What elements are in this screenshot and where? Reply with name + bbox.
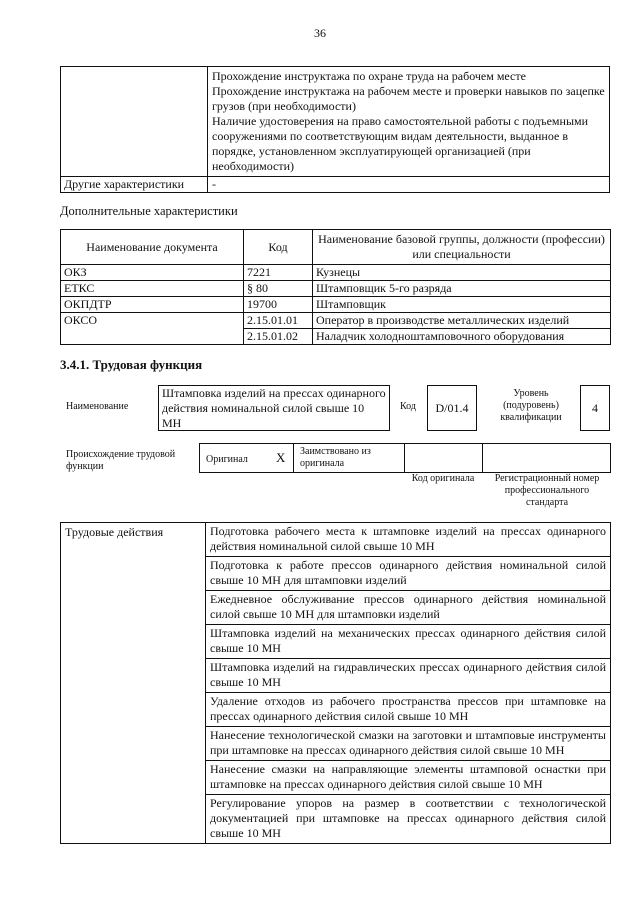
code-cell: 2.15.01.01 xyxy=(244,313,313,329)
action-item: Нанесение смазки на направляющие элементы штамповой оснастки при штамповке на прессах одинарного действия силой свыше 10 МН xyxy=(206,761,611,795)
level-value: 4 xyxy=(580,385,610,431)
requirement-line: Наличие удостоверения на право самостоятельной работы с подъемными сооружениями по соответствующим видам деятельности, выданное в порядке, установленном эксплуатирующей организацией (при необходимости) xyxy=(212,114,589,173)
requirement-line: Прохождение инструктажа на рабочем месте и проверки навыков по зацепке грузов (при необходимости) xyxy=(212,84,605,113)
table-row xyxy=(61,313,611,329)
additional-table xyxy=(60,229,611,345)
doc-cell: ОКЗ xyxy=(61,265,244,281)
function-code-value: D/01.4 xyxy=(427,385,477,431)
borrowed-label: Заимствовано из оригинала xyxy=(300,446,371,469)
other-characteristics-value: - xyxy=(208,177,610,193)
action-item: Нанесение технологической смазки на заготовки и штамповые инструменты при штамповке на прессах одинарного действия силой свыше 10 МН xyxy=(206,727,611,761)
other-characteristics-label: Другие характеристики xyxy=(61,177,208,193)
action-item: Регулирование упоров на размер в соответствии с технологической документацией при штамповке на прессах одинарного действия силой свыше 10 МН xyxy=(206,795,611,844)
name-cell: Штамповщик 5-го разряда xyxy=(313,281,611,297)
function-title: 3.4.1. Трудовая функция xyxy=(60,357,203,372)
origin-label: Происхождение трудовой функции xyxy=(66,449,176,472)
code-original-label: Код оригинала xyxy=(411,473,475,484)
code-cell: § 80 xyxy=(244,281,313,297)
action-item: Ежедневное обслуживание прессов одинарного действия номинальной силой свыше 10 МН для штамповки изделий xyxy=(206,591,611,625)
requirements-table xyxy=(60,66,610,193)
col-header-doc: Наименование документа xyxy=(61,230,244,265)
function-name-value: Штамповка изделий на прессах одинарного действия номинальной силой свыше 10 МН xyxy=(158,385,390,431)
action-item: Штамповка изделий на механических прессах одинарного действия силой свыше 10 МН xyxy=(206,625,611,659)
original-label: Оригинал xyxy=(206,454,248,465)
action-item: Удаление отходов из рабочего пространства прессов при штамповке на прессах одинарного действия силой свыше 10 МН xyxy=(206,693,611,727)
page-number: 36 xyxy=(314,26,326,40)
name-cell: Штамповщик xyxy=(313,297,611,313)
code-cell: 19700 xyxy=(244,297,313,313)
additional-heading: Дополнительные характеристики xyxy=(60,204,238,218)
original-mark: X xyxy=(276,450,286,465)
doc-cell: ЕТКС xyxy=(61,281,244,297)
col-header-name: Наименование базовой группы, должности (профессии) или специальности xyxy=(313,230,611,265)
table-row xyxy=(61,297,611,313)
table-row xyxy=(61,281,611,297)
doc-cell: ОКСО xyxy=(61,313,244,345)
actions-label: Трудовые действия xyxy=(61,523,206,844)
col-header-code: Код xyxy=(244,230,313,265)
table-row xyxy=(61,523,611,557)
code-cell: 7221 xyxy=(244,265,313,281)
name-cell: Кузнецы xyxy=(313,265,611,281)
name-cell: Оператор в производстве металлических изделий xyxy=(313,313,611,329)
action-item: Штамповка изделий на гидравлических прессах одинарного действия силой свыше 10 МН xyxy=(206,659,611,693)
table-row xyxy=(61,265,611,281)
requirements-cell xyxy=(208,67,610,177)
requirement-line: Прохождение инструктажа по охране труда на рабочем месте xyxy=(212,69,526,83)
origin-box xyxy=(199,443,611,473)
code-cell: 2.15.01.02 xyxy=(244,329,313,345)
actions-table xyxy=(60,522,611,844)
reg-number-label: Регистрационный номер профессионального стандарта xyxy=(494,473,600,508)
name-cell: Наладчик холодноштамповочного оборудования xyxy=(313,329,611,345)
name-label: Наименование xyxy=(66,401,129,412)
action-item: Подготовка рабочего места к штамповке изделий на прессах одинарного действия номинальной силой свыше 10 МН xyxy=(206,523,611,557)
doc-cell: ОКПДТР xyxy=(61,297,244,313)
level-label: Уровень (подуровень) квалификации xyxy=(500,388,562,423)
action-item: Подготовка к работе прессов одинарного действия номинальной силой свыше 10 МН для штамповки изделий xyxy=(206,557,611,591)
code-label: Код xyxy=(400,401,416,412)
